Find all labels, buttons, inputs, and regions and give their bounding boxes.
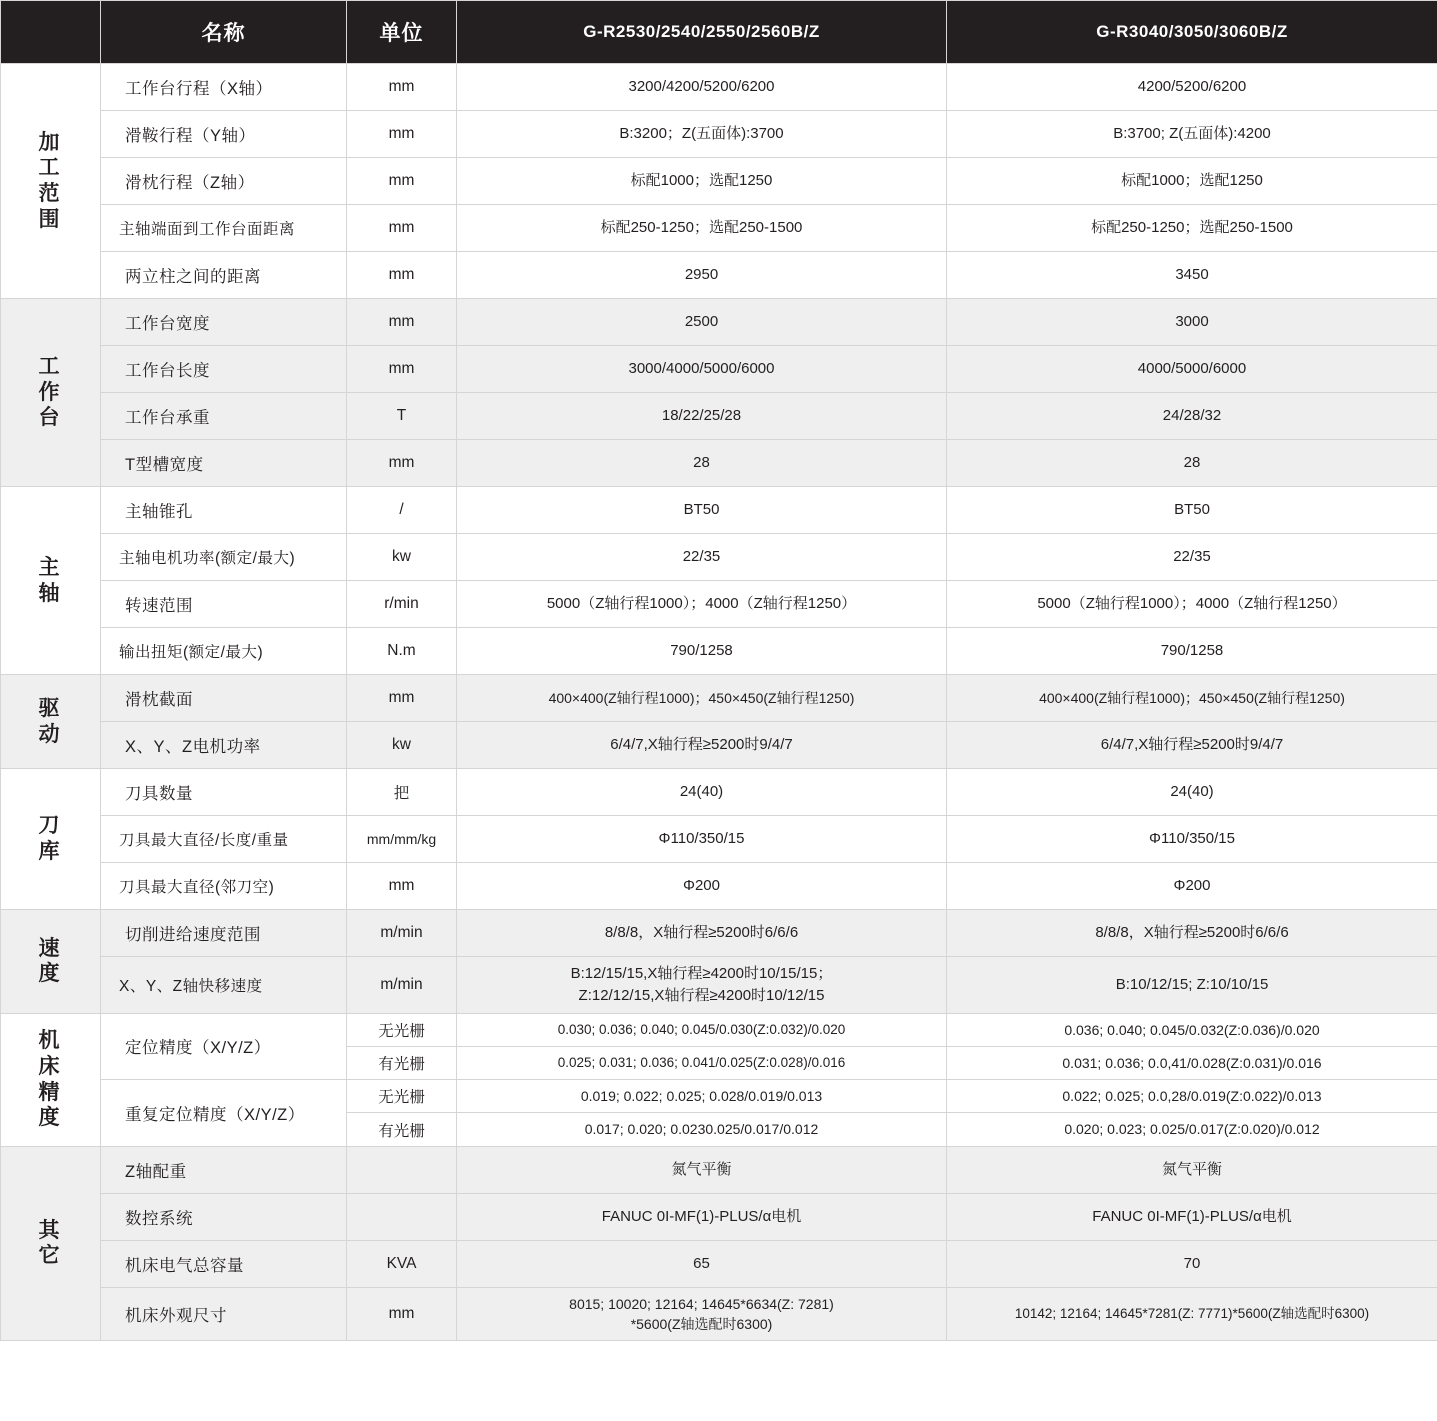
row-name: 刀具最大直径/长度/重量: [101, 816, 347, 863]
row-unit: mm: [347, 111, 457, 158]
row-unit: [347, 1193, 457, 1240]
value-model-2: 22/35: [947, 534, 1437, 581]
table-row: [1, 957, 1437, 1014]
value-model-2: 标配250-1250；选配250-1500: [947, 205, 1437, 252]
value-model-1: 5000（Z轴行程1000）；4000（Z轴行程1250）: [457, 581, 947, 628]
row-unit: m/min: [347, 957, 457, 1014]
row-name: 机床电气总容量: [101, 1240, 347, 1287]
group-label-8: 其 它: [1, 1146, 101, 1341]
row-name: 机床外观尺寸: [101, 1287, 347, 1341]
table-row: [1, 440, 1437, 487]
row-unit: mm: [347, 1287, 457, 1341]
value-model-2: 0.031; 0.036; 0.0,41/0.028(Z:0.031)/0.016: [947, 1046, 1437, 1079]
row-unit: 把: [347, 769, 457, 816]
value-model-2: 24/28/32: [947, 393, 1437, 440]
table-row: [1, 393, 1437, 440]
value-model-1: 65: [457, 1240, 947, 1287]
row-unit: kw: [347, 722, 457, 769]
row-unit: KVA: [347, 1240, 457, 1287]
row-name: 刀具数量: [101, 769, 347, 816]
value-model-1: 0.017; 0.020; 0.0230.025/0.017/0.012: [457, 1113, 947, 1146]
group-label-5: 刀 库: [1, 769, 101, 910]
row-name: 转速范围: [101, 581, 347, 628]
value-model-2: 28: [947, 440, 1437, 487]
value-model-1: BT50: [457, 487, 947, 534]
value-model-1: B:12/15/15,X轴行程≥4200时10/15/15； Z:12/12/15,X轴行程≥4200时10/12/15: [457, 957, 947, 1014]
value-model-1: 22/35: [457, 534, 947, 581]
row-unit: mm: [347, 64, 457, 111]
row-name: 滑枕行程（Z轴）: [101, 158, 347, 205]
value-model-1: 790/1258: [457, 628, 947, 675]
row-unit: mm/mm/kg: [347, 816, 457, 863]
row-unit: mm: [347, 440, 457, 487]
row-unit: mm: [347, 299, 457, 346]
header-model-1: G-R2530/2540/2550/2560B/Z: [457, 1, 947, 64]
group-label-2: 工 作 台: [1, 299, 101, 487]
value-model-1: 0.019; 0.022; 0.025; 0.028/0.019/0.013: [457, 1080, 947, 1113]
table-row: [1, 1240, 1437, 1287]
row-name: 切削进给速度范围: [101, 910, 347, 957]
row-unit: mm: [347, 158, 457, 205]
row-unit: [347, 1146, 457, 1193]
value-model-1: 标配1000；选配1250: [457, 158, 947, 205]
row-unit: mm: [347, 252, 457, 299]
row-unit: kw: [347, 534, 457, 581]
header-model-2: G-R3040/3050/3060B/Z: [947, 1, 1437, 64]
table-row: [1, 1193, 1437, 1240]
value-model-1: 6/4/7,X轴行程≥5200时9/4/7: [457, 722, 947, 769]
group-label-7: 机 床 精 度: [1, 1013, 101, 1146]
value-model-1: 24(40): [457, 769, 947, 816]
row-name: 工作台行程（X轴）: [101, 64, 347, 111]
value-model-2: 70: [947, 1240, 1437, 1287]
table-row: [1, 534, 1437, 581]
table-row: [1, 64, 1437, 111]
row-unit: /: [347, 487, 457, 534]
value-model-2: 0.036; 0.040; 0.045/0.032(Z:0.036)/0.020: [947, 1013, 1437, 1046]
value-model-1: 0.025; 0.031; 0.036; 0.041/0.025(Z:0.028)/0.016: [457, 1046, 947, 1079]
value-model-2: 3000: [947, 299, 1437, 346]
value-model-1: 400×400(Z轴行程1000)；450×450(Z轴行程1250): [457, 675, 947, 722]
table-row: [1, 487, 1437, 534]
row-unit: mm: [347, 205, 457, 252]
value-model-2: 4000/5000/6000: [947, 346, 1437, 393]
row-subname: 有光栅: [347, 1046, 457, 1079]
table-row: [1, 205, 1437, 252]
table-row: [1, 1013, 1437, 1046]
row-name: 工作台长度: [101, 346, 347, 393]
table-row: [1, 628, 1437, 675]
value-model-1: FANUC 0I-MF(1)-PLUS/α电机: [457, 1193, 947, 1240]
value-model-1: 氮气平衡: [457, 1146, 947, 1193]
table-row: [1, 722, 1437, 769]
table-row: [1, 816, 1437, 863]
table-body: [1, 64, 1437, 1341]
value-model-1: B:3200；Z(五面体):3700: [457, 111, 947, 158]
table-row: [1, 769, 1437, 816]
value-model-1: 标配250-1250；选配250-1500: [457, 205, 947, 252]
value-model-1: 3200/4200/5200/6200: [457, 64, 947, 111]
row-name: 两立柱之间的距离: [101, 252, 347, 299]
row-unit: m/min: [347, 910, 457, 957]
row-name: 定位精度（X/Y/Z）: [101, 1013, 347, 1080]
row-name: 工作台宽度: [101, 299, 347, 346]
table-row: [1, 863, 1437, 910]
table-row: [1, 252, 1437, 299]
row-name: 刀具最大直径(邻刀空): [101, 863, 347, 910]
row-subname: 无光栅: [347, 1080, 457, 1113]
value-model-2: 5000（Z轴行程1000）；4000（Z轴行程1250）: [947, 581, 1437, 628]
value-model-2: 0.020; 0.023; 0.025/0.017(Z:0.020)/0.012: [947, 1113, 1437, 1146]
value-model-1: 0.030; 0.036; 0.040; 0.045/0.030(Z:0.032)/0.020: [457, 1013, 947, 1046]
value-model-2: Φ110/350/15: [947, 816, 1437, 863]
group-label-6: 速 度: [1, 910, 101, 1014]
table-header: [1, 1, 1437, 64]
row-name: X、Y、Z电机功率: [101, 722, 347, 769]
row-unit: N.m: [347, 628, 457, 675]
row-name: 主轴端面到工作台面距离: [101, 205, 347, 252]
value-model-2: FANUC 0I-MF(1)-PLUS/α电机: [947, 1193, 1437, 1240]
value-model-1: Φ110/350/15: [457, 816, 947, 863]
value-model-1: 8/8/8，X轴行程≥5200时6/6/6: [457, 910, 947, 957]
value-model-2: 10142; 12164; 14645*7281(Z: 7771)*5600(Z轴选配时6300): [947, 1287, 1437, 1341]
value-model-2: 790/1258: [947, 628, 1437, 675]
value-model-1: 8015; 10020; 12164; 14645*6634(Z: 7281) *5600(Z轴选配时6300): [457, 1287, 947, 1341]
table-row: [1, 1146, 1437, 1193]
row-name: 工作台承重: [101, 393, 347, 440]
header-unit: 单位: [347, 1, 457, 64]
value-model-2: Φ200: [947, 863, 1437, 910]
value-model-2: 24(40): [947, 769, 1437, 816]
value-model-2: BT50: [947, 487, 1437, 534]
row-subname: 有光栅: [347, 1113, 457, 1146]
table-row: [1, 1080, 1437, 1113]
value-model-2: 3450: [947, 252, 1437, 299]
table-row: [1, 346, 1437, 393]
row-unit: mm: [347, 863, 457, 910]
row-name: 主轴电机功率(额定/最大): [101, 534, 347, 581]
row-name: 滑枕截面: [101, 675, 347, 722]
value-model-2: 6/4/7,X轴行程≥5200时9/4/7: [947, 722, 1437, 769]
value-model-1: Φ200: [457, 863, 947, 910]
group-label-1: 加 工 范 围: [1, 64, 101, 299]
header-name: 名称: [101, 1, 347, 64]
header-blank: [1, 1, 101, 64]
table-row: [1, 1287, 1437, 1341]
row-unit: T: [347, 393, 457, 440]
value-model-2: 8/8/8，X轴行程≥5200时6/6/6: [947, 910, 1437, 957]
value-model-1: 3000/4000/5000/6000: [457, 346, 947, 393]
group-label-4: 驱 动: [1, 675, 101, 769]
row-name: 数控系统: [101, 1193, 347, 1240]
table-row: [1, 675, 1437, 722]
header-row: [1, 1, 1437, 64]
row-name: 输出扭矩(额定/最大): [101, 628, 347, 675]
row-unit: mm: [347, 675, 457, 722]
row-name: 主轴锥孔: [101, 487, 347, 534]
row-subname: 无光栅: [347, 1013, 457, 1046]
value-model-2: 标配1000；选配1250: [947, 158, 1437, 205]
value-model-2: 4200/5200/6200: [947, 64, 1437, 111]
table-row: [1, 111, 1437, 158]
group-label-3: 主 轴: [1, 487, 101, 675]
table-row: [1, 299, 1437, 346]
value-model-2: 400×400(Z轴行程1000)；450×450(Z轴行程1250): [947, 675, 1437, 722]
value-model-1: 2950: [457, 252, 947, 299]
row-unit: r/min: [347, 581, 457, 628]
table-row: [1, 581, 1437, 628]
value-model-1: 2500: [457, 299, 947, 346]
value-model-2: B:3700; Z(五面体):4200: [947, 111, 1437, 158]
table-row: [1, 910, 1437, 957]
value-model-2: 氮气平衡: [947, 1146, 1437, 1193]
row-unit: mm: [347, 346, 457, 393]
value-model-1: 18/22/25/28: [457, 393, 947, 440]
row-name: X、Y、Z轴快移速度: [101, 957, 347, 1014]
value-model-2: 0.022; 0.025; 0.0,28/0.019(Z:0.022)/0.013: [947, 1080, 1437, 1113]
table-row: [1, 158, 1437, 205]
value-model-2: B:10/12/15; Z:10/10/15: [947, 957, 1437, 1014]
row-name: 滑鞍行程（Y轴）: [101, 111, 347, 158]
row-name: Z轴配重: [101, 1146, 347, 1193]
row-name: T型槽宽度: [101, 440, 347, 487]
row-name: 重复定位精度（X/Y/Z）: [101, 1080, 347, 1147]
value-model-1: 28: [457, 440, 947, 487]
